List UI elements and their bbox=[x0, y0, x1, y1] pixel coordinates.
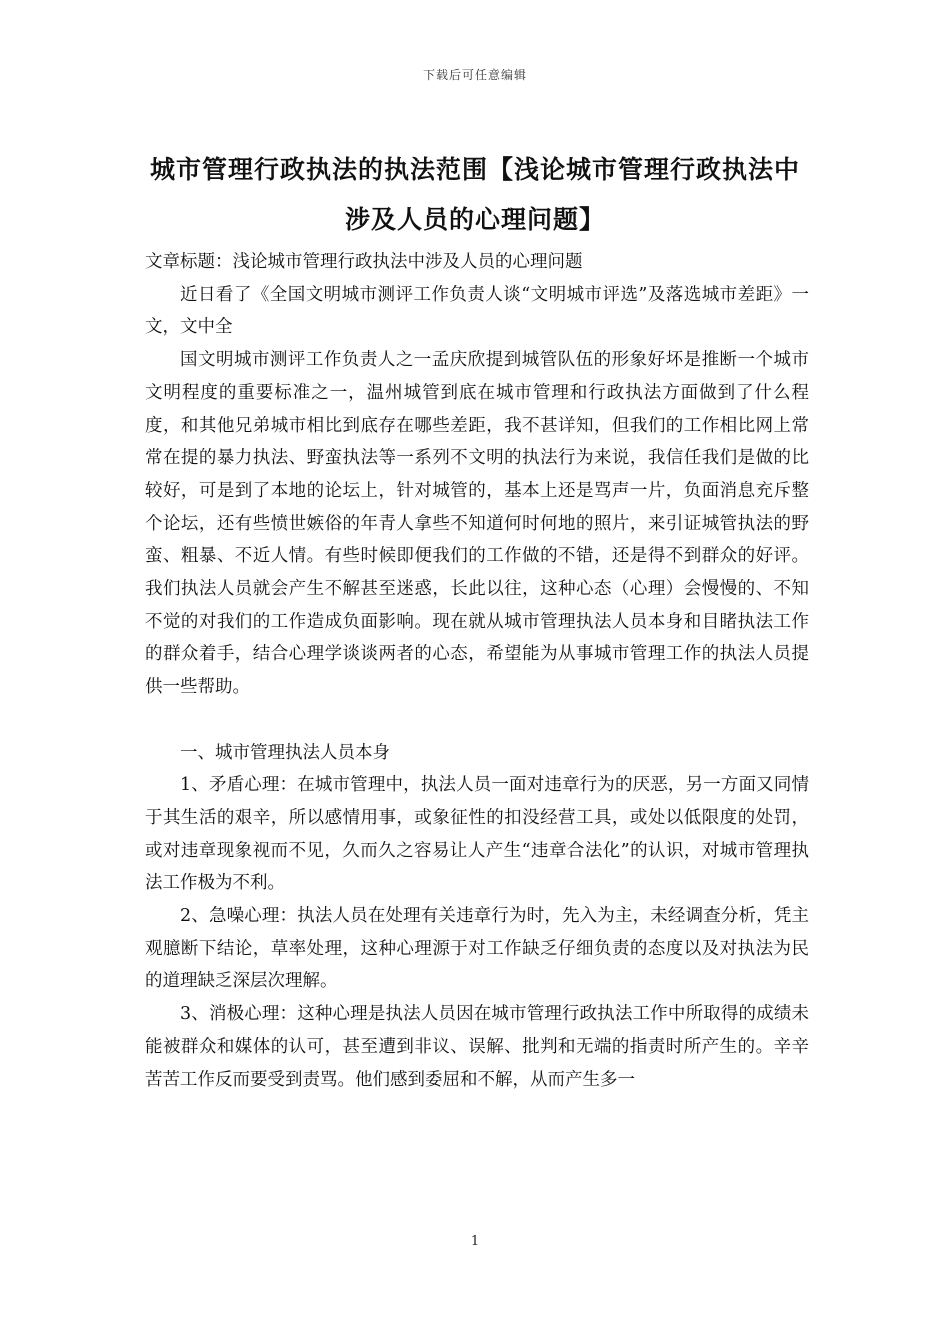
paragraph: 国文明城市测评工作负责人之一孟庆欣提到城管队伍的形象好坏是推断一个城市文明程度的重要标准之一，温州城管到底在城市管理和行政执法方面做到了什么程度，和其他兄弟城市相比到底存在哪些差距，我不甚详知，但我们的工作相比网上常常在提的暴力执法、野蛮执法等一系列不文明的执法行为来说，我信任我们是做的比较好，可是到了本地的论坛上，针对城管的，基本上还是骂声一片，负面消息充斥整个论坛，还有些愤世嫉俗的年青人拿些不知道何时何地的照片，来引证城管执法的野蛮、粗暴、不近人情。有些时候即便我们的工作做的不错，还是得不到群众的好评。我们执法人员就会产生不解甚至迷惑，长此以往，这种心态（心理）会慢慢的、不知不觉的对我们的工作造成负面影响。现在就从城市管理执法人员本身和目睹执法工作的群众着手，结合心理学谈谈两者的心态，希望能为从事城市管理工作的执法人员提供一些帮助。 bbox=[145, 350, 809, 698]
header-note: 下载后可任意编辑 bbox=[422, 68, 527, 82]
article-title-line: 文章标题：浅论城市管理行政执法中涉及人员的心理问题 bbox=[145, 252, 583, 272]
blank-line bbox=[145, 704, 809, 737]
paragraph: 2、急噪心理：执法人员在处理有关违章行为时，先入为主，未经调查分析，凭主观臆断下结论，草率处理，这种心理源于对工作缺乏仔细负责的态度以及对执法为民的道理缺乏深层次理解。 bbox=[145, 906, 809, 992]
paragraph: 近日看了《全国文明城市测评工作负责人谈“文明城市评选”及落选城市差距》一文，文中全 bbox=[145, 284, 809, 338]
document-title: 城市管理行政执法的执法范围【浅论城市管理行政执法中涉及人员的心理问题】 bbox=[149, 155, 800, 234]
page-number: 1 bbox=[470, 1234, 480, 1249]
section-heading: 一、城市管理执法人员本身 bbox=[180, 742, 390, 763]
paragraph: 1、矛盾心理：在城市管理中，执法人员一面对违章行为的厌恶，另一方面又同情于其生活的艰辛，所以感情用事，或象征性的扣没经营工具，或处以低限度的处罚，或对违章现象视而不见，久而久之容易让人产生“违章合法化”的认识，对城市管理执法工作极为不利。 bbox=[145, 775, 809, 894]
document-body bbox=[145, 246, 809, 1096]
paragraph: 3、消极心理：这种心理是执法人员因在城市管理行政执法工作中所取得的成绩未能被群众和媒体的认可，甚至遭到非议、误解、批判和无端的指责时所产生的。辛辛苦苦工作反而要受到责骂。他们感到委屈和不解，从而产生多一 bbox=[145, 1004, 809, 1090]
